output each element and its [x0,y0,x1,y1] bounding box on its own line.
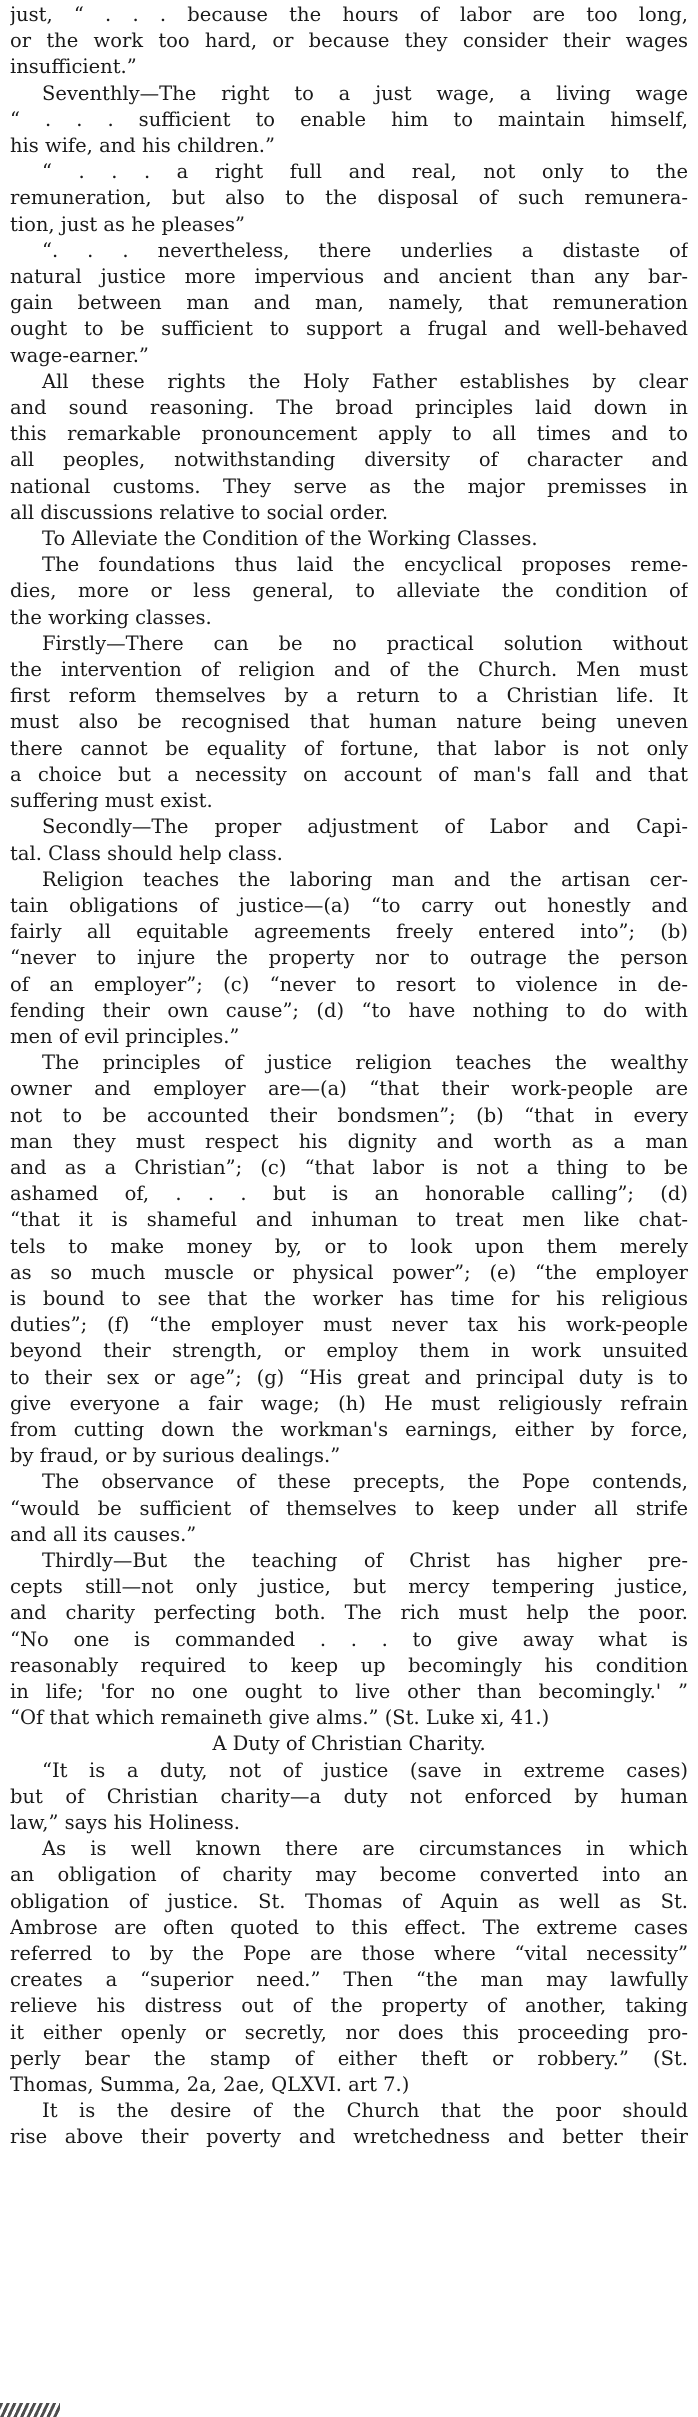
text-line: “would be sufficient of themselves to keep under all strife [10,1496,688,1520]
text-line: The foundations thus laid the encyclical proposes reme- [42,553,688,577]
text-line: ashamed of, . . . but is an honorable calling”; (d) [10,1182,688,1206]
torn-paper-fragment [0,2403,60,2417]
text-line: The observance of these precepts, the Pope contends, [42,1470,688,1494]
text-line: Firstly—There can be no practical solution without [42,631,688,655]
text-line: “Of that which remaineth give alms.” (St. Luke xi, 41.) [10,1706,550,1730]
text-line: As is well known there are circumstances in which [42,1837,688,1861]
text-line: it either openly or secretly, nor does this proceeding pro- [10,2020,688,2044]
text-line: just, “ . . . because the hours of labor are too long, [10,3,688,26]
text-line: “never to injure the property nor to outrage the person [10,946,688,970]
text-line: To Alleviate the Condition of the Working Classes. [42,527,538,551]
text-line: relieve his distress out of the property of another, taking [10,1994,688,2018]
text-line: a choice but a necessity on account of man's fall and that [10,762,688,786]
text-line: by fraud, or by surious dealings.” [10,1444,341,1468]
text-line: owner and employer are—(a) “that their work-people are [10,1077,688,1101]
text-line: remuneration, but also to the disposal of such remunera- [10,186,688,210]
text-line: referred to by the Pope are those where “vital necessity” [10,1942,688,1966]
text-line: natural justice more impervious and ancient than any bar- [10,265,688,289]
text-line: there cannot be equality of fortune, that labor is not only [10,736,688,760]
text-line: obligation of justice. St. Thomas of Aquin as well as St. [10,1889,688,1913]
text-line: ought to be sufficient to support a frugal and well-behaved [10,317,688,341]
text-line: from cutting down the workman's earnings, either by force, [10,1417,688,1441]
text-line: gain between man and man, namely, that remuneration [10,291,688,315]
text-line: It is the desire of the Church that the poor should [42,2099,688,2123]
text-line: rise above their poverty and wretchedness and better their [10,2125,688,2149]
text-line: is bound to see that the worker has time for his religious [10,1286,688,1310]
text-line: and as a Christian”; (c) “that labor is not a thing to be [10,1155,688,1179]
text-line: or the work too hard, or because they consider their wages [10,29,688,53]
text-line: and all its causes.” [10,1522,197,1546]
text-line: and sound reasoning. The broad principles laid down in [10,396,688,420]
text-line: an obligation of charity may become converted into an [10,1863,688,1887]
text-line: “No one is commanded . . . to give away what is [10,1627,688,1651]
text-line: “ . . . a right full and real, not only to the [42,160,688,184]
text-line: suffering must exist. [10,789,213,813]
text-line: duties”; (f) “the employer must never tax his work-people [10,1313,688,1337]
text-line: Ambrose are often quoted to this effect. The extreme cases [10,1915,688,1939]
text-line: perly bear the stamp of either theft or robbery.” (St. [10,2046,688,2070]
text-line: must also be recognised that human nature being uneven [10,710,688,734]
text-line: as so much muscle or physical power”; (e) “the employer [10,1260,688,1284]
text-line: in life; 'for no one ought to live other than becomingly.' ” [10,1680,688,1703]
text-line: give everyone a fair wage; (h) He must religiously refrain [10,1391,688,1415]
text-line: the working classes. [10,605,212,629]
text-line: first reform themselves by a return to a Christian life. It [10,684,688,708]
text-line: national customs. They serve as the major premisses in [10,474,688,498]
text-line: The principles of justice religion teaches the wealthy [42,1051,688,1075]
text-line: law,” says his Holiness. [10,1811,240,1835]
text-line: all peoples, notwithstanding diversity of character and [10,448,688,472]
text-line: insufficient.” [10,55,137,79]
text-line: and charity perfecting both. The rich must help the poor. [10,1601,688,1625]
text-line: fending their own cause”; (d) “to have nothing to do with [10,998,688,1022]
text-line: tain obligations of justice—(a) “to carry out honestly and [10,893,688,917]
text-line: “. . . nevertheless, there underlies a distaste of [42,238,688,262]
text-line: not to be accounted their bondsmen”; (b) “that in every [10,1103,688,1127]
text-line: men of evil principles.” [10,1024,240,1048]
text-line: fairly all equitable agreements freely entered into”; (b) [10,920,688,944]
text-line: Thirdly—But the teaching of Christ has higher pre- [42,1548,688,1572]
text-line: cepts still—not only justice, but mercy tempering justice, [10,1575,688,1599]
text-line: this remarkable pronouncement apply to all times and to [10,422,688,446]
text-line: creates a “superior need.” Then “the man may lawfully [10,1968,688,1992]
text-line: man they must respect his dignity and worth as a man [10,1129,688,1153]
text-line: his wife, and his children.” [10,134,275,158]
section-heading: A Duty of Christian Charity. [212,1732,486,1756]
text-line: “It is a duty, not of justice (save in extreme cases) [42,1758,688,1782]
text-line: Secondly—The proper adjustment of Labor and Capi- [42,815,688,839]
text-line: “ . . . sufficient to enable him to maintain himself, [10,107,688,131]
text-line: the intervention of religion and of the Church. Men must [10,658,688,682]
text-line: beyond their strength, or employ them in work unsuited [10,1339,688,1363]
text-line: “that it is shameful and inhuman to treat men like chat- [10,1208,688,1232]
text-line: all discussions relative to social order. [10,500,389,524]
article-text [10,2,688,2151]
text-line: to their sex or age”; (g) “His great and principal duty is to [10,1365,688,1389]
text-line: wage-earner.” [10,343,149,367]
text-line: tels to make money by, or to look upon them merely [10,1234,688,1258]
text-line: All these rights the Holy Father establishes by clear [42,369,688,393]
text-line: of an employer”; (c) “never to resort to violence in de- [10,972,688,996]
text-line: reasonably required to keep up becomingly his condition [10,1653,688,1677]
text-line: dies, more or less general, to alleviate the condition of [10,579,688,603]
text-line: but of Christian charity—a duty not enforced by human [10,1784,688,1808]
text-line: Seventhly—The right to a just wage, a living wage [42,81,688,105]
text-line: tion, just as he pleases” [10,212,245,236]
text-line: Religion teaches the laboring man and the artisan cer- [42,867,688,891]
text-line: tal. Class should help class. [10,841,283,865]
text-line: Thomas, Summa, 2a, 2ae, QLXVI. art 7.) [10,2073,410,2097]
